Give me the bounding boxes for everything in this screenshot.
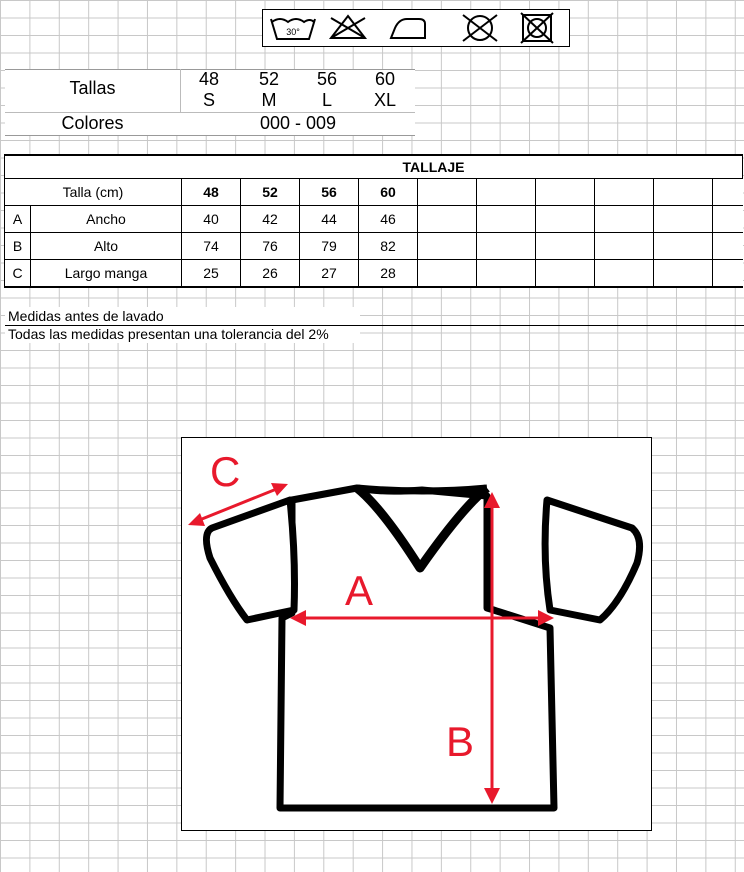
row-value: 28 [359, 260, 418, 288]
right-sleeve [545, 500, 640, 620]
size-letter-l: L [321, 90, 332, 110]
table-row [5, 260, 743, 288]
no-tumble-dry-icon [521, 13, 553, 43]
left-sleeve [206, 500, 294, 620]
label-b: B [446, 718, 475, 765]
row-value: 82 [359, 233, 418, 260]
row-code: B [5, 233, 31, 260]
row-value: 27 [300, 260, 359, 288]
header-size: 60 [359, 179, 418, 206]
size-letter-xl: XL [373, 90, 397, 110]
care-symbols [262, 9, 570, 47]
row-code: A [5, 206, 31, 233]
row-value: 25 [182, 260, 241, 288]
tshirt-outline [280, 488, 554, 808]
wash-30-icon [271, 19, 315, 39]
size-letter-s: S [202, 90, 215, 110]
tallaje-table [4, 154, 743, 288]
tallaje-title: TALLAJE [5, 155, 743, 179]
row-value: 42 [241, 206, 300, 233]
row-value: 74 [182, 233, 241, 260]
size-number-60: 60 [374, 69, 396, 89]
size-letter-m: M [261, 90, 277, 110]
talla-header-label: Talla (cm) [5, 179, 182, 206]
size-number-52: 52 [258, 69, 280, 89]
sizes-label: Tallas [69, 78, 116, 98]
table-row [5, 179, 743, 206]
iron-icon [391, 19, 425, 38]
no-dry-clean-icon [463, 15, 497, 41]
row-value: 79 [300, 233, 359, 260]
header-size: 56 [300, 179, 359, 206]
row-name: Alto [31, 233, 182, 260]
row-name: Largo manga [31, 260, 182, 288]
svg-text:30°: 30° [286, 27, 300, 37]
row-code: C [5, 260, 31, 288]
note-before-wash: Medidas antes de lavado [8, 308, 164, 324]
label-c: C [210, 448, 241, 495]
note-tolerance: Todas las medidas presentan una tolerancia del 2% [8, 326, 329, 342]
size-number-48: 48 [198, 69, 220, 89]
colors-value: 000 - 009 [259, 113, 337, 133]
row-value: 26 [241, 260, 300, 288]
size-number-56: 56 [316, 69, 338, 89]
label-a: A [345, 567, 374, 614]
row-name: Ancho [31, 206, 182, 233]
tshirt-diagram [181, 437, 652, 831]
header-size: 48 [182, 179, 241, 206]
row-value: 40 [182, 206, 241, 233]
no-bleach-icon [331, 16, 365, 38]
row-value: 44 [300, 206, 359, 233]
colors-label: Colores [61, 113, 124, 133]
row-value: 76 [241, 233, 300, 260]
table-row [5, 206, 743, 233]
table-row [5, 233, 743, 260]
row-value: 46 [359, 206, 418, 233]
header-size: 52 [241, 179, 300, 206]
